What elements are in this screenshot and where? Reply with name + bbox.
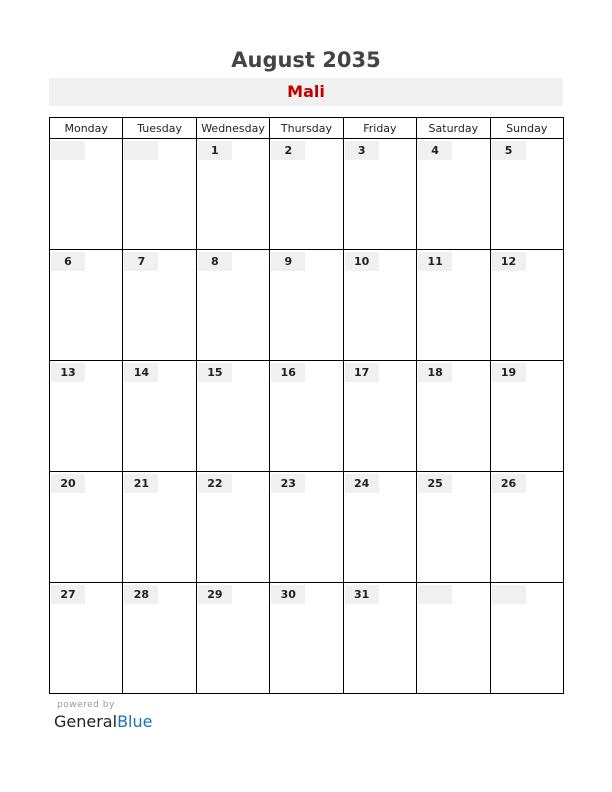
day-cell xyxy=(343,361,416,472)
day-cell xyxy=(490,250,563,361)
day-cell xyxy=(343,472,416,583)
brand-logo[interactable] xyxy=(54,712,152,731)
country-name: Mali xyxy=(287,82,325,101)
day-number: 25 xyxy=(418,474,452,493)
day-number: 6 xyxy=(51,252,85,271)
day-cell xyxy=(270,472,343,583)
day-cell xyxy=(417,472,490,583)
day-number: 16 xyxy=(271,363,305,382)
day-cell xyxy=(50,250,123,361)
day-number: 12 xyxy=(492,252,526,271)
day-number xyxy=(492,585,526,604)
week-row-3 xyxy=(50,361,564,472)
day-number: 27 xyxy=(51,585,85,604)
day-number: 26 xyxy=(492,474,526,493)
day-cell xyxy=(50,472,123,583)
day-number: 20 xyxy=(51,474,85,493)
calendar-title: August 2035 xyxy=(231,48,381,72)
day-cell xyxy=(123,139,196,250)
day-cell xyxy=(270,250,343,361)
day-cell xyxy=(50,361,123,472)
day-cell xyxy=(490,361,563,472)
day-cell xyxy=(123,583,196,694)
day-cell xyxy=(270,583,343,694)
day-number: 13 xyxy=(51,363,85,382)
day-number: 2 xyxy=(271,141,305,160)
day-cell xyxy=(343,139,416,250)
weekday-header-row xyxy=(50,118,564,139)
day-number: 28 xyxy=(124,585,158,604)
brand-name-blue: Blue xyxy=(117,712,153,731)
weekday-thursday: Thursday xyxy=(270,118,343,139)
day-cell xyxy=(343,250,416,361)
weekday-wednesday: Wednesday xyxy=(196,118,269,139)
day-cell xyxy=(417,583,490,694)
day-cell xyxy=(196,250,269,361)
day-number: 9 xyxy=(271,252,305,271)
day-number: 31 xyxy=(345,585,379,604)
day-number: 14 xyxy=(124,363,158,382)
country-banner xyxy=(49,78,563,106)
day-cell xyxy=(123,472,196,583)
day-number: 17 xyxy=(345,363,379,382)
day-number xyxy=(418,585,452,604)
week-row-5 xyxy=(50,583,564,694)
powered-by-label: powered by xyxy=(57,700,115,710)
day-number xyxy=(51,141,85,160)
day-number: 18 xyxy=(418,363,452,382)
week-row-1 xyxy=(50,139,564,250)
day-cell xyxy=(50,583,123,694)
week-row-4 xyxy=(50,472,564,583)
weekday-tuesday: Tuesday xyxy=(123,118,196,139)
day-number xyxy=(124,141,158,160)
day-number: 11 xyxy=(418,252,452,271)
day-number: 1 xyxy=(198,141,232,160)
day-cell xyxy=(270,139,343,250)
day-number: 8 xyxy=(198,252,232,271)
day-number: 19 xyxy=(492,363,526,382)
day-cell xyxy=(123,250,196,361)
day-cell xyxy=(343,583,416,694)
weekday-saturday: Saturday xyxy=(417,118,490,139)
day-cell xyxy=(417,139,490,250)
day-cell xyxy=(196,583,269,694)
day-number: 3 xyxy=(345,141,379,160)
day-number: 10 xyxy=(345,252,379,271)
day-number: 7 xyxy=(124,252,158,271)
day-number: 29 xyxy=(198,585,232,604)
day-cell xyxy=(196,139,269,250)
day-cell xyxy=(490,139,563,250)
day-number: 21 xyxy=(124,474,158,493)
weekday-friday: Friday xyxy=(343,118,416,139)
day-number: 5 xyxy=(492,141,526,160)
day-number: 24 xyxy=(345,474,379,493)
weekday-monday: Monday xyxy=(50,118,123,139)
day-cell xyxy=(196,472,269,583)
day-cell xyxy=(196,361,269,472)
day-cell xyxy=(270,361,343,472)
day-cell xyxy=(123,361,196,472)
day-cell xyxy=(490,472,563,583)
day-cell xyxy=(417,361,490,472)
day-cell xyxy=(490,583,563,694)
week-row-2 xyxy=(50,250,564,361)
day-number: 30 xyxy=(271,585,305,604)
day-number: 23 xyxy=(271,474,305,493)
weekday-sunday: Sunday xyxy=(490,118,563,139)
calendar-grid xyxy=(49,117,564,694)
day-cell xyxy=(50,139,123,250)
day-number: 4 xyxy=(418,141,452,160)
day-number: 22 xyxy=(198,474,232,493)
brand-name-general: General xyxy=(54,712,118,731)
day-number: 15 xyxy=(198,363,232,382)
day-cell xyxy=(417,250,490,361)
